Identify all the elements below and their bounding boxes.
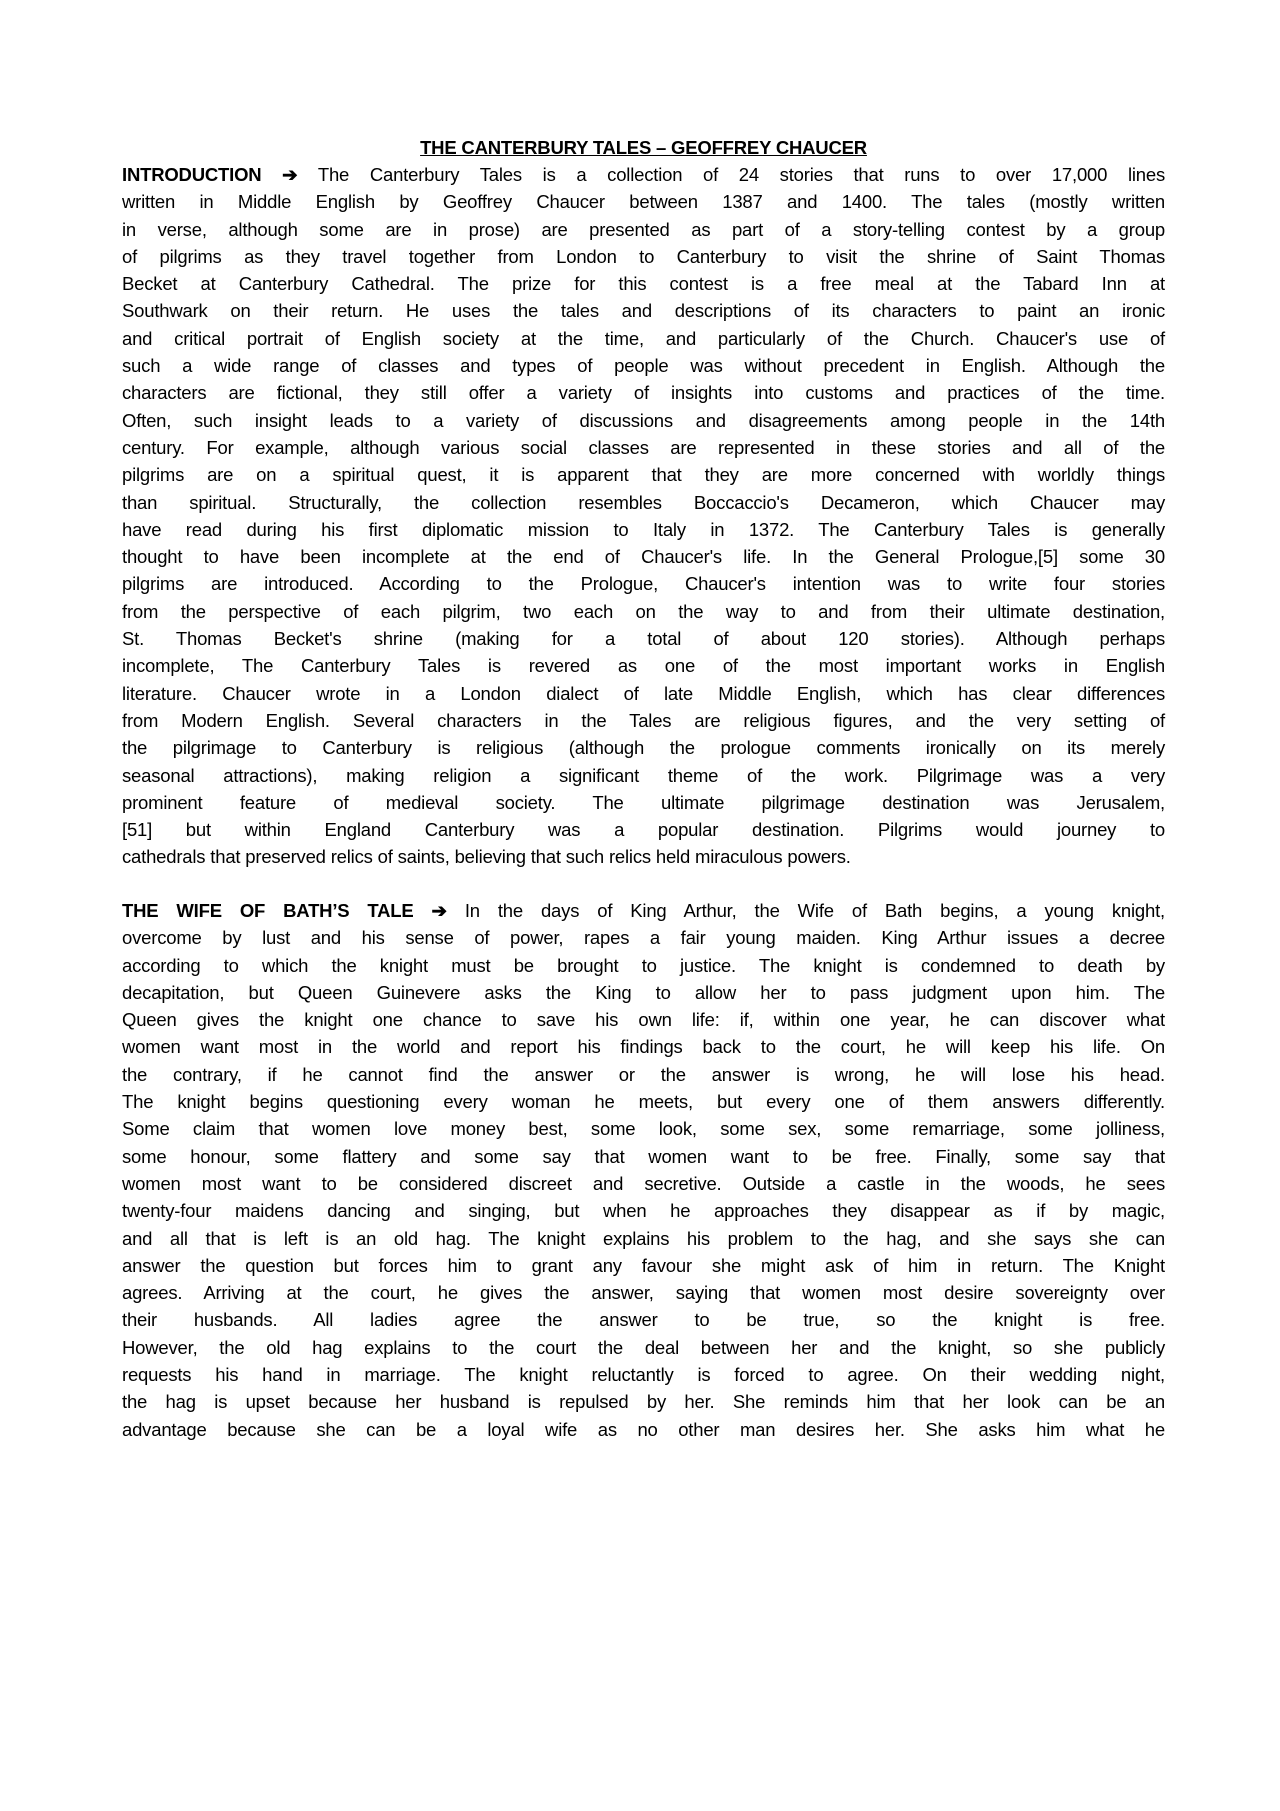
text-line <box>122 707 1165 734</box>
text-line <box>122 243 1165 270</box>
line-text: century. For example, although various social classes are represented in these stories and all of the <box>122 436 1165 458</box>
text-line <box>122 816 1165 843</box>
text-line <box>122 543 1165 570</box>
line-text: from Modern English. Several characters in the Tales are religious figures, and the very setting of <box>122 709 1165 731</box>
text-line <box>122 1061 1165 1088</box>
line-text: of pilgrims as they travel together from London to Canterbury to visit the shrine of Saint Thomas <box>122 245 1165 267</box>
text-line <box>122 598 1165 625</box>
text-line <box>122 652 1165 679</box>
line-text: twenty-four maidens dancing and singing, but when he approaches they disappear as if by magic, <box>122 1200 1165 1222</box>
text-line <box>122 979 1165 1006</box>
line-text: women most want to be considered discreet and secretive. Outside a castle in the woods, he sees <box>122 1172 1165 1194</box>
text-line <box>122 570 1165 597</box>
text-line <box>122 1252 1165 1279</box>
text-line <box>122 762 1165 789</box>
text-line <box>122 1197 1165 1224</box>
line-text: than spiritual. Structurally, the collection resembles Boccaccio's Decameron, which Chaucer may <box>122 491 1165 513</box>
document-title: THE CANTERBURY TALES – GEOFFREY CHAUCER <box>420 137 867 158</box>
line-text: according to which the knight must be brought to justice. The knight is condemned to death by <box>122 954 1165 976</box>
line-text: Becket at Canterbury Cathedral. The prize for this contest is a free meal at the Tabard Inn at <box>122 273 1165 295</box>
line-text: in verse, although some are in prose) are presented as part of a story-telling contest by a group <box>122 218 1165 240</box>
text-line <box>122 924 1165 951</box>
text-line <box>122 789 1165 816</box>
line-text: have read during his first diplomatic mission to Italy in 1372. The Canterbury Tales is generally <box>122 518 1165 540</box>
text-line <box>122 1388 1165 1415</box>
line-text: and all that is left is an old hag. The knight explains his problem to the hag, and she says she can <box>122 1227 1165 1249</box>
line-text: from the perspective of each pilgrim, two each on the way to and from their ultimate destination, <box>122 600 1165 622</box>
text-line <box>122 1006 1165 1033</box>
text-line <box>122 270 1165 297</box>
text-line <box>122 297 1165 324</box>
text-line <box>122 1334 1165 1361</box>
line-text: and critical portrait of English society at the time, and particularly of the Church. Chaucer's use of <box>122 327 1165 349</box>
text-line <box>122 1088 1165 1115</box>
line-text: their husbands. All ladies agree the answer to be true, so the knight is free. <box>122 1309 1165 1331</box>
line-text: pilgrims are introduced. According to the Prologue, Chaucer's intention was to write four stories <box>122 573 1165 595</box>
text-line <box>122 434 1165 461</box>
line-text: However, the old hag explains to the court the deal between her and the knight, so she publicly <box>122 1336 1165 1358</box>
text-line <box>122 1361 1165 1388</box>
text-line <box>122 461 1165 488</box>
text-line <box>122 325 1165 352</box>
line-text: the contrary, if he cannot find the answer or the answer is wrong, he will lose his head. <box>122 1063 1165 1085</box>
line-text: prominent feature of medieval society. The ultimate pilgrimage destination was Jerusalem, <box>122 791 1165 813</box>
line-text: overcome by lust and his sense of power, rapes a fair young maiden. King Arthur issues a decree <box>122 927 1165 949</box>
line-text: answer the question but forces him to grant any favour she might ask of him in return. The Knight <box>122 1254 1165 1276</box>
line-text: cathedrals that preserved relics of saints, believing that such relics held miraculous powers. <box>122 846 851 868</box>
line-text: The Canterbury Tales is a collection of 24 stories that runs to over 17,000 lines <box>317 164 1165 185</box>
line-text: requests his hand in marriage. The knight reluctantly is forced to agree. On their wedding night, <box>122 1364 1165 1386</box>
wife-of-bath-paragraph <box>122 897 1165 1443</box>
text-line <box>122 625 1165 652</box>
text-line <box>122 952 1165 979</box>
line-text: the pilgrimage to Canterbury is religious (although the prologue comments ironically on its merely <box>122 737 1165 759</box>
line-text: incomplete, The Canterbury Tales is revered as one of the most important works in English <box>122 655 1165 677</box>
text-line <box>122 352 1165 379</box>
text-line <box>122 161 1165 188</box>
line-text: literature. Chaucer wrote in a London dialect of late Middle English, which has clear differences <box>122 682 1165 704</box>
text-line <box>122 216 1165 243</box>
line-text: Southwark on their return. He uses the tales and descriptions of its characters to paint an ironic <box>122 300 1165 322</box>
text-line <box>122 489 1165 516</box>
text-line <box>122 1143 1165 1170</box>
line-text: decapitation, but Queen Guinevere asks the King to allow her to pass judgment upon him. The <box>122 981 1165 1003</box>
line-text: [51] but within England Canterbury was a popular destination. Pilgrims would journey to <box>122 819 1165 841</box>
line-text: thought to have been incomplete at the end of Chaucer's life. In the General Prologue,[5] some 30 <box>122 546 1165 568</box>
text-line <box>122 1033 1165 1060</box>
line-text: pilgrims are on a spiritual quest, it is apparent that they are more concerned with worldly things <box>122 464 1165 486</box>
text-line <box>122 1115 1165 1142</box>
line-text: advantage because she can be a loyal wife as no other man desires her. She asks him what he <box>122 1418 1165 1440</box>
text-line <box>122 1225 1165 1252</box>
line-text: Queen gives the knight one chance to save his own life: if, within one year, he can discover what <box>122 1009 1165 1031</box>
line-text: written in Middle English by Geoffrey Chaucer between 1387 and 1400. The tales (mostly written <box>122 191 1165 213</box>
line-text: women want most in the world and report his findings back to the court, he will keep his life. On <box>122 1036 1165 1058</box>
line-text: St. Thomas Becket's shrine (making for a total of about 120 stories). Although perhaps <box>122 628 1165 650</box>
text-line <box>122 379 1165 406</box>
text-line <box>122 516 1165 543</box>
text-line <box>122 407 1165 434</box>
line-text: such a wide range of classes and types of people was without precedent in English. Although the <box>122 355 1165 377</box>
text-line <box>122 897 1165 924</box>
text-line <box>122 1170 1165 1197</box>
line-text: seasonal attractions), making religion a significant theme of the work. Pilgrimage was a very <box>122 764 1165 786</box>
line-text: agrees. Arriving at the court, he gives the answer, saying that women most desire sovereignty over <box>122 1282 1165 1304</box>
text-line <box>122 1306 1165 1333</box>
line-text: Often, such insight leads to a variety of discussions and disagreements among people in the 14th <box>122 409 1165 431</box>
line-text: The knight begins questioning every woman he meets, but every one of them answers differently. <box>122 1091 1165 1113</box>
section-heading: INTRODUCTION ➔ <box>122 164 298 185</box>
line-text: some honour, some flattery and some say that women want to be free. Finally, some say that <box>122 1145 1165 1167</box>
text-line <box>122 680 1165 707</box>
text-line <box>122 1279 1165 1306</box>
introduction-paragraph <box>122 161 1165 871</box>
text-line <box>122 188 1165 215</box>
line-text: In the days of King Arthur, the Wife of Bath begins, a young knight, <box>464 900 1165 921</box>
text-line <box>122 843 1165 870</box>
line-text: characters are fictional, they still offer a variety of insights into customs and practices of the time. <box>122 382 1165 404</box>
section-heading: THE WIFE OF BATH’S TALE ➔ <box>122 900 447 921</box>
line-text: Some claim that women love money best, some look, some sex, some remarriage, some jolliness, <box>122 1118 1165 1140</box>
text-line <box>122 734 1165 761</box>
line-text: the hag is upset because her husband is repulsed by her. She reminds him that her look can be an <box>122 1391 1165 1413</box>
text-line <box>122 1416 1165 1443</box>
